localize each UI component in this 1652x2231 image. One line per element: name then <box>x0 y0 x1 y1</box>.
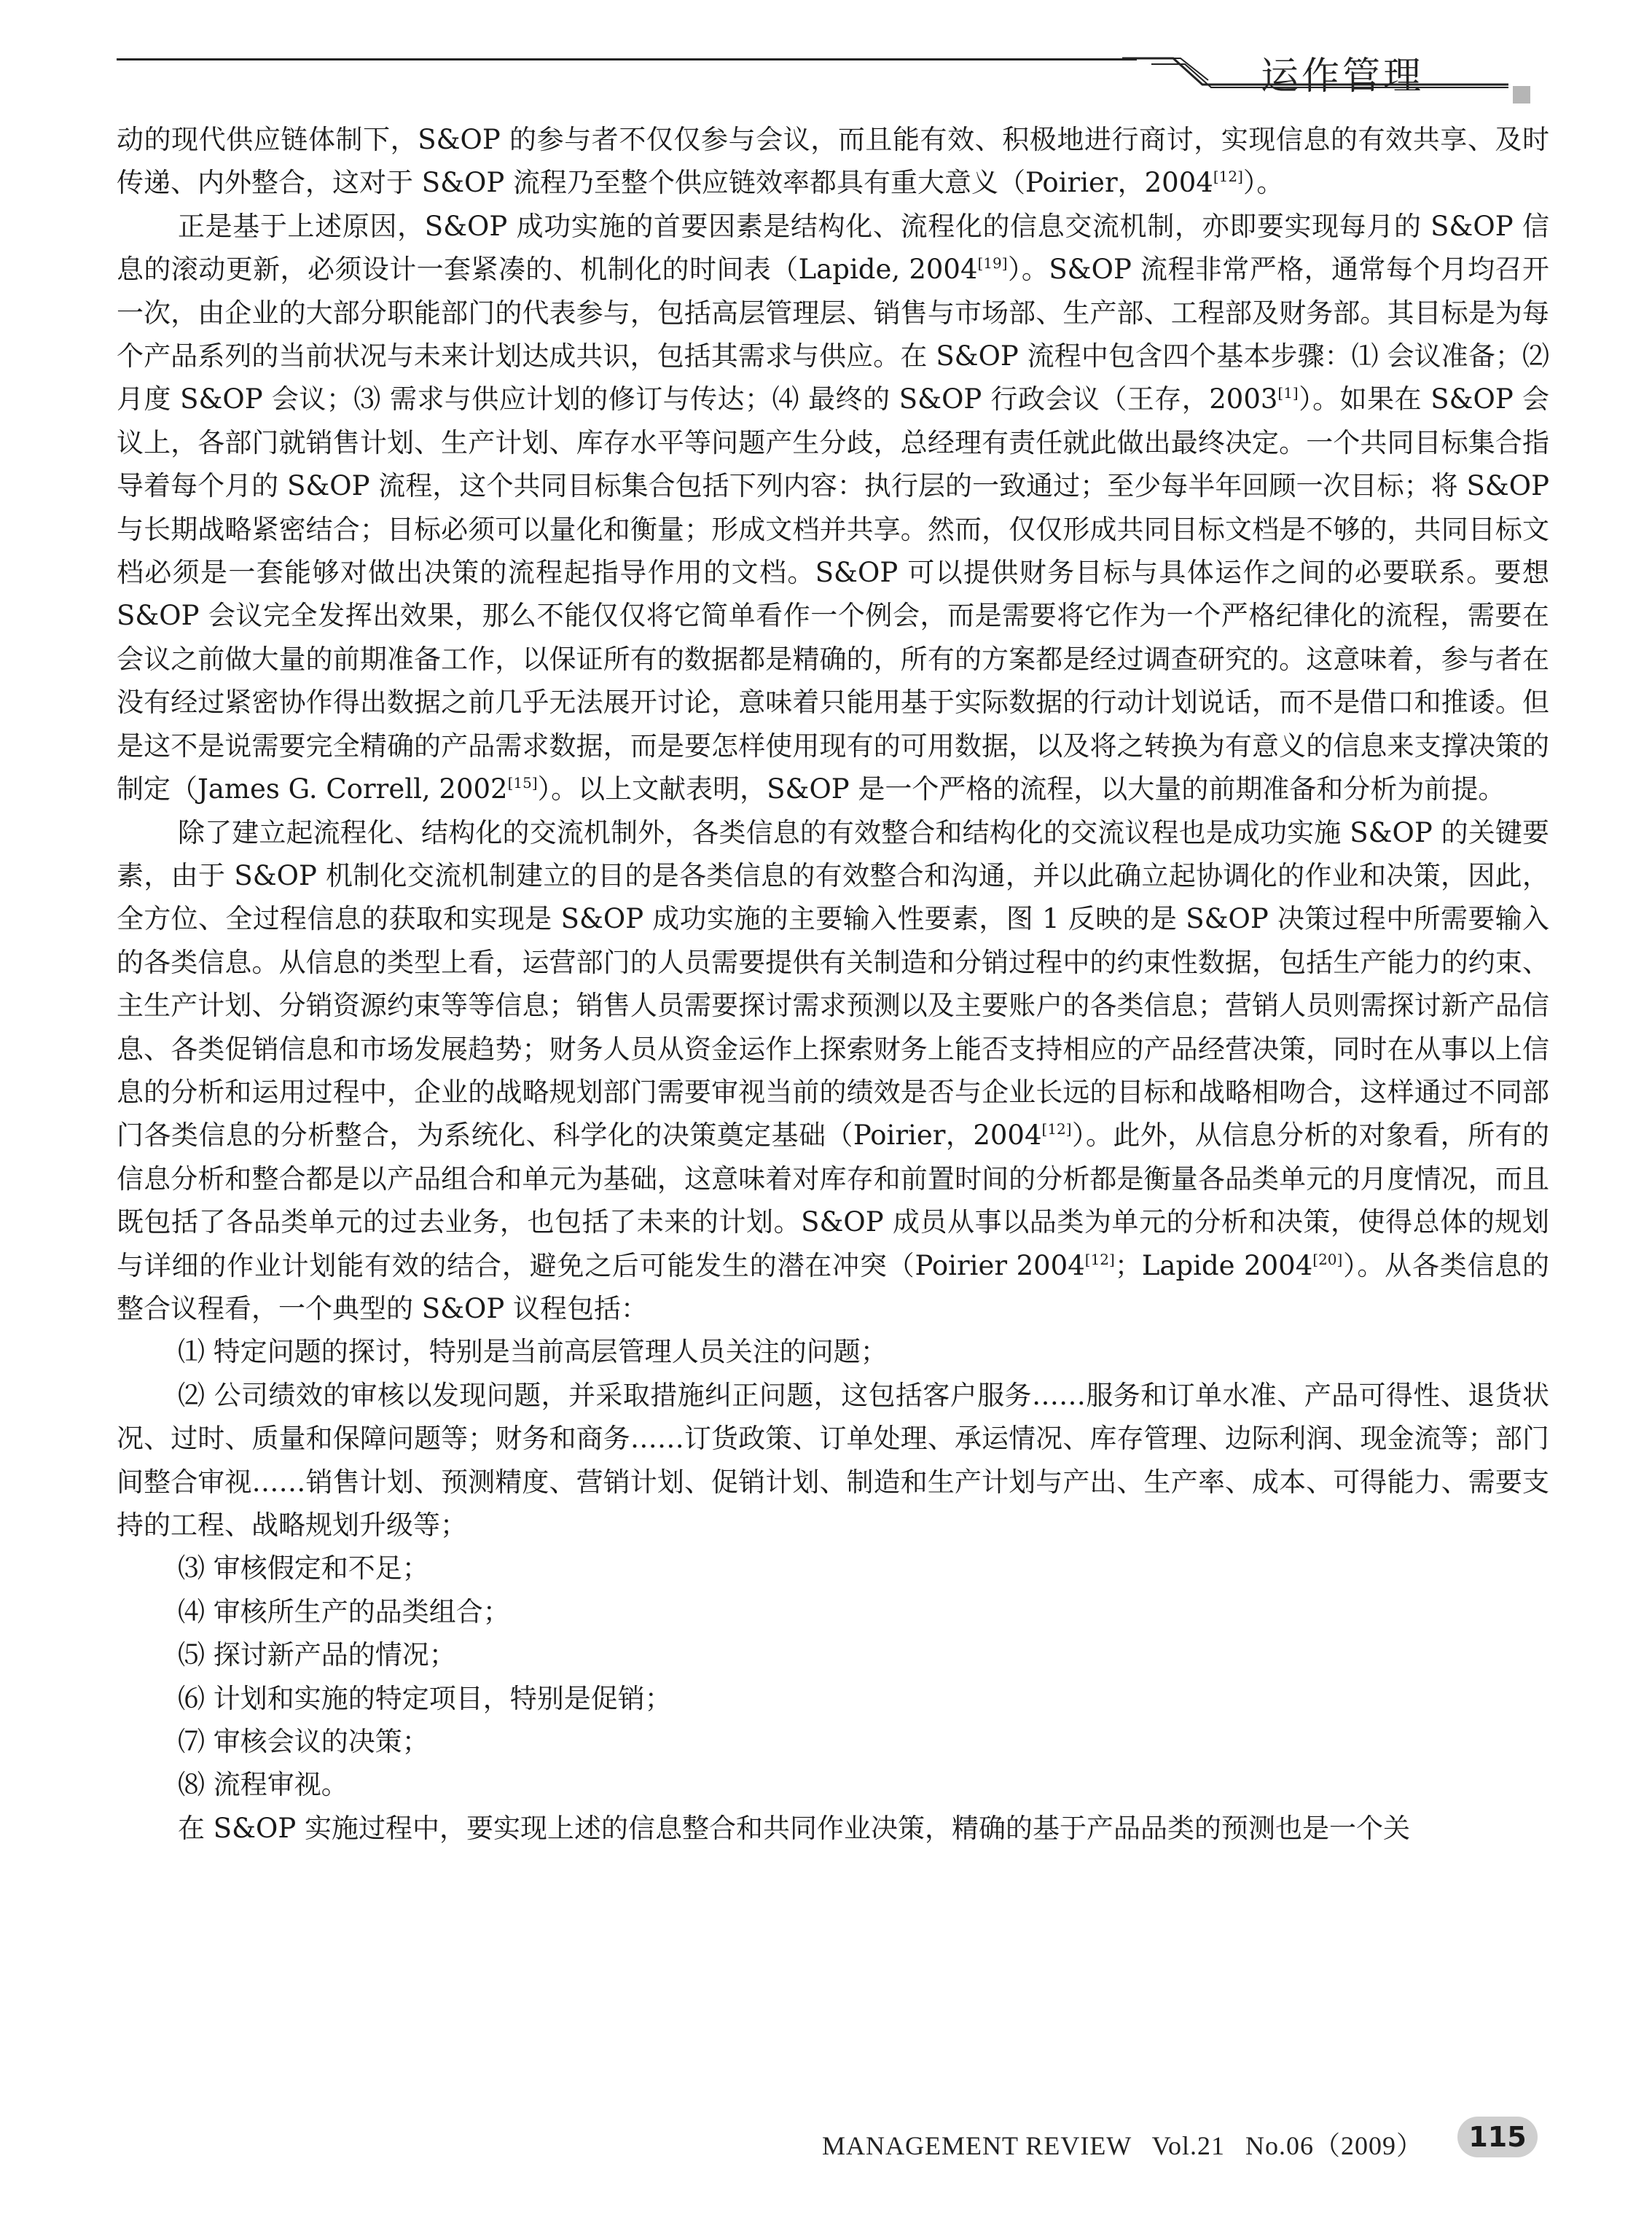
header-square-mark <box>1513 86 1530 103</box>
agenda-item: ⑺ 审核会议的决策； <box>178 1726 429 1758</box>
citation: [12] <box>1041 1120 1072 1138</box>
paragraph-last: 在 S&OP 实施过程中，要实现上述的信息整合和共同作业决策，精确的基于产品品类的预测也是一个关 <box>178 1812 1411 1844</box>
agenda-item: ⑶ 审核假定和不足； <box>178 1552 429 1585</box>
journal-volume: Vol.21 <box>1151 2131 1226 2160</box>
paragraph-3: 除了建立起流程化、结构化的交流机制外，各类信息的有效整合和结构化的交流议程也是成功实施 S&OP 的关键要素，由于 S&OP 机制化交流机制建立的目的是各类信息的有效整合和沟通，并以此确立起协调化的作业和决策，因此，全方位、全过程信息的获取和实现是 S&OP 成功实施的主要输入性要素，图 1 反映的是 S&OP 决策过程中所需要输入的各类信息。从信息的类型上看，运营部门的人员需要提供有关制造和分销过程中的约束性数据，包括生产能力的约束、主生产计划、分销资源约束等等信息；销售人员需要探讨需求预测以及主要账户的各类信息；营销人员则需探讨新产品信息、各类促销信息和市场发展趋势；财务人员从资金运作上探索财务上能否支持相应的产品经营决策，同时在从事以上信息的分析和运用过程中，企业的战略规划部门需要审视当前的绩效是否与企业长远的目标和战略相吻合，这样通过不同部门各类信息的分析整合，为系统化、科学化的决策奠定基础（Poirier，2004[12]）。此外，从信息分析的对象看，所有的信息分析和整合都是以产品组合和单元为基础，这意味着对库存和前置时间的分析都是衡量各品类单元的月度情况，而且既包括了各品类单元的过去业务，也包括了未来的计划。S&OP 成员从事以品类为单元的分析和决策，使得总体的规划与详细的作业计划能有效的结合，避免之后可能发生的潜在冲突（Poirier 2004[12]；Lapide 2004[20]）。从各类信息的整合议程看，一个典型的 S&OP 议程包括： <box>117 816 1550 1324</box>
page-number: 115 <box>1457 2117 1538 2157</box>
citation: [20] <box>1312 1250 1343 1268</box>
journal-name: MANAGEMENT REVIEW <box>822 2131 1132 2160</box>
agenda-item: ⑵ 公司绩效的审核以发现问题，并采取措施纠正问题，这包括客户服务……服务和订单水准、产品可得性、退货状况、过时、质量和保障问题等；财务和商务……订货政策、订单处理、承运情况、库存管理、边际利润、现金流等；部门间整合审视……销售计划、预测精度、营销计划、促销计划、制造和生产计划与产出、生产率、成本、可得能力、需要支持的工程、战略规划升级等； <box>117 1379 1549 1541</box>
journal-issue: No.06（2009） <box>1245 2131 1424 2160</box>
citation: [12] <box>1084 1250 1115 1268</box>
agenda-item: ⑻ 流程审视。 <box>178 1769 348 1801</box>
agenda-item: ⑷ 审核所生产的品类组合； <box>178 1595 510 1628</box>
footer-journal-info <box>822 2125 1436 2162</box>
citation: [12] <box>1213 168 1243 186</box>
agenda-item: ⑴ 特定问题的探讨，特别是当前高层管理人员关注的问题； <box>178 1336 888 1368</box>
citation: [15] <box>507 774 538 792</box>
paragraph-1: 动的现代供应链体制下，S&OP 的参与者不仅仅参与会议，而且能有效、积极地进行商讨，实现信息的有效共享、及时传递、内外整合，这对于 S&OP 流程乃至整个供应链效率都具有重大意义（Poirier，2004[12]）。 <box>117 124 1549 199</box>
agenda-item: ⑹ 计划和实施的特定项目，特别是促销； <box>178 1682 672 1714</box>
citation: [1] <box>1277 384 1299 402</box>
paragraph-2: 正是基于上述原因，S&OP 成功实施的首要因素是结构化、流程化的信息交流机制，亦即要实现每月的 S&OP 信息的滚动更新，必须设计一套紧凑的、机制化的时间表（Lapide, 2004[19]）。S&OP 流程非常严格，通常每个月均召开一次，由企业的大部分职能部门的代表参与，包括高层管理层、销售与市场部、生产部、工程部及财务部。其目标是为每个产品系列的当前状况与未来计划达成共识，包括其需求与供应。在 S&OP 流程中包含四个基本步骤：⑴ 会议准备；⑵ 月度 S&OP 会议；⑶ 需求与供应计划的修订与传达；⑷ 最终的 S&OP 行政会议（王存，2003[1]）。如果在 S&OP 会议上，各部门就销售计划、生产计划、库存水平等问题产生分歧，总经理有责任就此做出最终决定。一个共同目标集合指导着每个月的 S&OP 流程，这个共同目标集合包括下列内容：执行层的一致通过；至少每半年回顾一次目标；将 S&OP 与长期战略紧密结合；目标必须可以量化和衡量；形成文档并共享。然而，仅仅形成共同目标文档是不够的，共同目标文档必须是一套能够对做出决策的流程起指导作用的文档。S&OP 可以提供财务目标与具体运作之间的必要联系。要想 S&OP 会议完全发挥出效果，那么不能仅仅将它简单看作一个例会，而是需要将它作为一个严格纪律化的流程，需要在会议之前做大量的前期准备工作，以保证所有的数据都是精确的，所有的方案都是经过调查研究的。这意味着，参与者在没有经过紧密协作得出数据之前几乎无法展开讨论，意味着只能用基于实际数据的行动计划说话，而不是借口和推诿。但是这不是说需要完全精确的产品需求数据，而是要怎样使用现有的可用数据，以及将之转换为有意义的信息来支撑决策的制定（James G. Correll, 2002[15]）。以上文献表明，S&OP 是一个严格的流程，以大量的前期准备和分析为前提。 <box>117 210 1549 805</box>
agenda-item: ⑸ 探讨新产品的情况； <box>178 1639 456 1671</box>
citation: [19] <box>977 254 1008 273</box>
article-body <box>117 118 1549 1850</box>
section-title: 运作管理 <box>1261 55 1425 98</box>
header-rule <box>117 58 1137 60</box>
